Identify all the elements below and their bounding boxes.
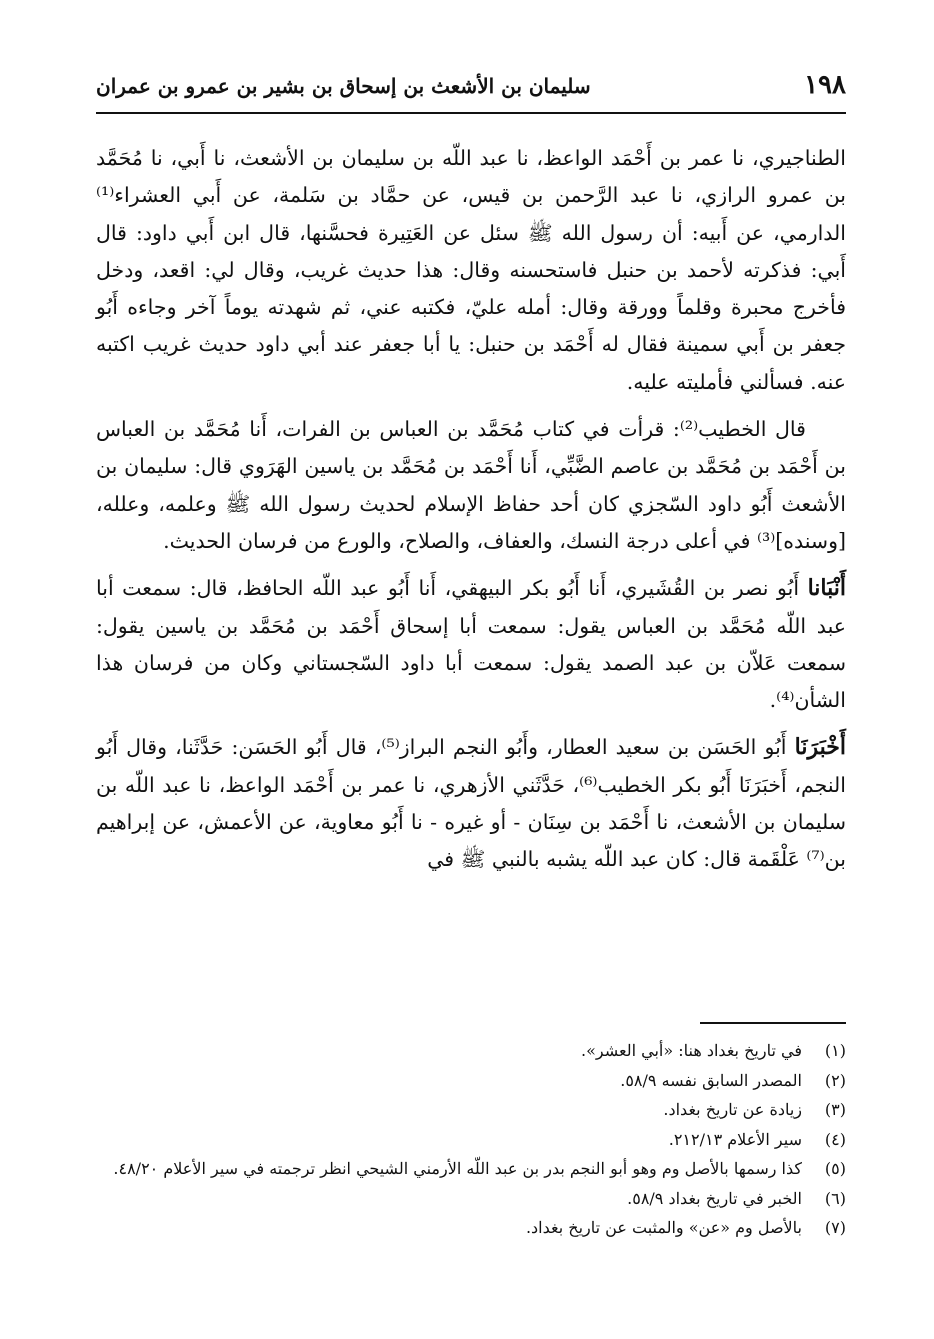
footnote-text: في تاريخ بغداد هنا: «أبي العشر». xyxy=(581,1041,802,1060)
page-header xyxy=(96,70,846,110)
footnote-item xyxy=(96,1095,846,1125)
footnote-text: كذا رسمها بالأصل وم وهو أبو النجم بدر بن عبد اللّه الأرمني الشيحي انظر ترجمته في سير الأعلام ٤٨/٢٠. xyxy=(113,1159,802,1178)
footnote-item xyxy=(96,1066,846,1096)
footnote-item xyxy=(96,1125,846,1155)
footnote-text: بالأصل وم «عن» والمثبت عن تاريخ بغداد. xyxy=(525,1218,802,1237)
footnote-item xyxy=(96,1036,846,1066)
footnote-text: الخبر في تاريخ بغداد ٥٨/٩. xyxy=(627,1188,802,1208)
header-rule xyxy=(96,112,846,114)
main-text xyxy=(96,140,846,889)
footnote-number: (٧) xyxy=(824,1218,846,1237)
footnotes xyxy=(96,1036,846,1243)
paragraph-lead: أَخْبَرَنَا xyxy=(794,734,846,761)
footnote-number: (٦) xyxy=(824,1188,846,1208)
paragraph-3 xyxy=(96,570,846,719)
page-number: ١٩٨ xyxy=(804,70,846,100)
footnote-number: (٥) xyxy=(824,1159,846,1178)
footnote-text: زيادة عن تاريخ بغداد. xyxy=(663,1100,802,1119)
footnote-number: (٤) xyxy=(824,1129,846,1149)
paragraph-text: أَبُو نصر بن القُشَيري، أَنا أَبُو بكر البيهقي، أَنا أَبُو عبد اللّه الحافظ، قال: سمعت أبا عبد اللّه مُحَمَّد بن العباس يقول: سمعت أبا إسحاق أَحْمَد بن مُحَمَّد بن ياسين يقول: سمعت عَلاّن بن عبد الصمد يقول: سمعت أبا داود السّجستاني وكان من فرسان هذا الشأن⁽⁴⁾. xyxy=(96,576,846,713)
footnote-number: (٢) xyxy=(824,1070,846,1090)
paragraph-text: قال الخطيب⁽²⁾: قرأت في كتاب مُحَمَّد بن العباس بن الفرات، أَنا مُحَمَّد بن العباس بن أَحْمَد بن مُحَمَّد بن عاصم الضَّبِّي، أَنا أَحْمَد بن مُحَمَّد بن ياسين الهَرَوي قال: سليمان بن الأشعث أَبُو داود السّجزي كان أحد حفاظ الإسلام لحديث رسول الله ﷺ وعلمه، وعلله، [وسنده]⁽³⁾ في أعلى درجة النسك، والعفاف، والصلاح، والورع من فرسان الحديث. xyxy=(96,417,846,553)
paragraph-1 xyxy=(96,140,846,401)
paragraph-4 xyxy=(96,729,846,878)
paragraph-lead: أَنْبَانا xyxy=(807,575,846,602)
footnote-number: (٣) xyxy=(824,1100,846,1119)
footnote-text: سير الأعلام ٢١٢/١٣. xyxy=(668,1129,802,1149)
footnote-item xyxy=(96,1184,846,1214)
paragraph-text: أَبُو الحَسَن بن سعيد العطار، وأَبُو النجم البراز⁽⁵⁾، قال أَبُو الحَسَن: حَدَّثَنا، وقال أَبُو النجم، أَخبَرَنَا أَبُو بكر الخطيب⁽⁶⁾، حَدَّثَني الأزهري، نا عمر بن أَحْمَد الواعظ، نا عبد اللّه بن سليمان بن الأشعث، نا أَحْمَد بن سِنَان - أو غيره - نا أَبُو معاوية، عن الأعمش، عن إبراهيم بن⁽⁷⁾ عَلْقَمة قال: كان عبد اللّه يشبه بالنبي ﷺ في xyxy=(96,735,846,872)
footnote-item xyxy=(96,1213,846,1243)
footnote-text: المصدر السابق نفسه ٥٨/٩. xyxy=(620,1070,802,1090)
paragraph-text: الطناجيري، نا عمر بن أَحْمَد الواعظ، نا عبد اللّه بن سليمان بن الأشعث، نا أَبي، نا مُحَمَّد بن عمرو الرازي، نا عبد الرَّحمن بن قيس، عن حمَّاد بن سَلمة، عن أَبي العشراء⁽¹⁾ الدارمي، عن أَبيه: أن رسول الله ﷺ سئل عن العَتِيرة فحسَّنها، قال ابن أَبي داود: قال أَبي: فذكرته لأحمد بن حنبل فاستحسنه وقال: هذا حديث غريب، وقال لي: اقعد، ودخل فأخرج محبرة وقلماً وورقة وقال: أمله عليّ، فكتبه عني، ثم شهدته يوماً آخر وجاءه أَبُو جعفر بن أَبي سمينة فقال له أَحْمَد بن حنبل: يا أبا جعفر عند أبي داود حديث غريب اكتبه عنه. فسألني فأمليته عليه. xyxy=(96,146,846,394)
footnote-separator xyxy=(700,1022,846,1024)
paragraph-2 xyxy=(96,411,846,560)
footnote-number: (١) xyxy=(824,1041,846,1060)
running-title: سليمان بن الأشعث بن إسحاق بن بشير بن عمرو بن عمران xyxy=(96,74,591,98)
footnote-item xyxy=(96,1154,846,1184)
